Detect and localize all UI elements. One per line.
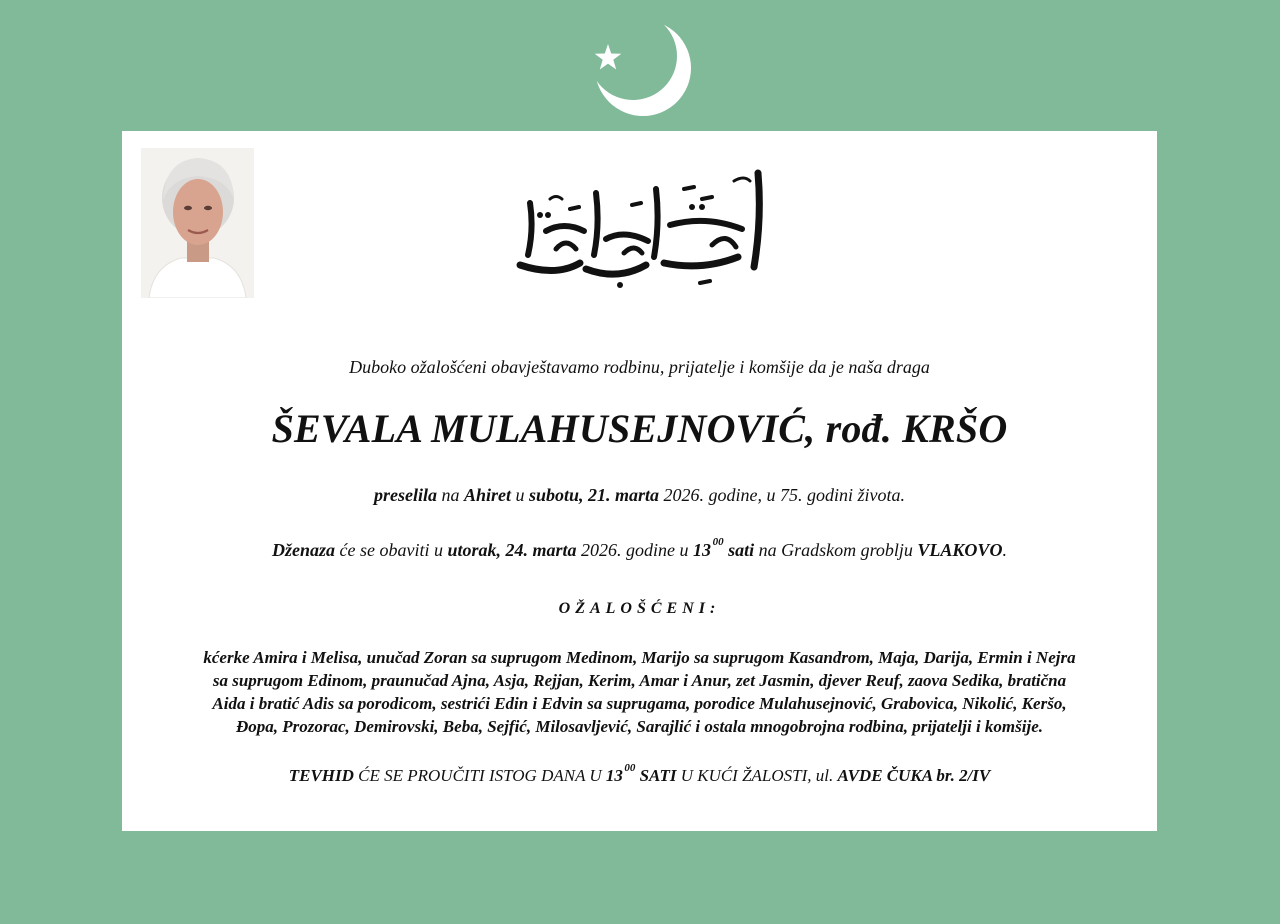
mourners-line: kćerke Amira i Melisa, unučad Zoran sa suprugom Medinom, Marijo sa suprugom Kasandrom, Maja, Darija, Ermin i Nejra [203,648,1076,667]
mourners-heading: OŽALOŠĆENI: [558,600,721,617]
portrait-photo [141,148,254,298]
passing-text: na [436,485,464,505]
funeral-label: Dženaza [272,540,336,560]
passing-info [122,485,1157,506]
funeral-minutes: 00 [712,536,724,548]
tevhid-info [122,762,1157,786]
tevhid-text: ĆE SE PROUČITI ISTOG DANA U [353,766,606,785]
passing-text: 2026. godine, u 75. godini života. [659,485,906,505]
funeral-text: . [1002,540,1007,560]
crescent-star-icon [588,16,694,120]
passed-place: Ahiret [463,485,511,505]
funeral-hour: 13 [693,540,712,560]
funeral-info [122,536,1157,561]
mourners-list [122,646,1157,738]
passed-verb: preselila [373,485,437,505]
tevhid-text: U KUĆI ŽALOSTI, ul. [676,766,838,785]
mourners-line: Aida i bratić Adis sa porodicom, sestrići Edin i Edvin sa suprugama, porodice Mulahusejnović, Grabovica, Nikolić, Keršo, [212,694,1067,713]
funeral-text: 2026. godine u [576,540,694,560]
funeral-sati: sati [728,540,755,560]
tevhid-hour: 13 [605,766,623,785]
passing-text: u [510,485,529,505]
tevhid-address: AVDE ČUKA br. 2/IV [837,766,991,785]
intro-text: Duboko ožalošćeni obavještavamo rodbinu, prijatelje i komšije da je naša draga [349,357,930,377]
funeral-text: na Gradskom groblju [754,540,918,560]
tevhid-label: TEVHID [288,766,354,785]
deceased-name: ŠEVALA MULAHUSEJNOVIĆ, rođ. KRŠO [271,406,1008,451]
arabic-calligraphy-icon [506,159,774,291]
funeral-text: će se obaviti u [335,540,448,560]
funeral-date: utorak, 24. marta [447,540,577,560]
passed-date: subotu, 21. marta [528,485,660,505]
obituary-card [122,131,1157,831]
tevhid-minutes: 00 [624,762,636,774]
mourners-line: Đopa, Prozorac, Demirovski, Beba, Sejfić, Milosavljević, Sarajlić i ostala mnogobrojna rodbina, prijatelji i komšije. [235,717,1044,736]
funeral-place: VLAKOVO [917,540,1003,560]
tevhid-sati: SATI [639,766,677,785]
mourners-line: sa suprugom Edinom, praunučad Ajna, Asja, Rejjan, Kerim, Amar i Anur, zet Jasmin, djever Reuf, zaova Sedika, bratična [212,671,1067,690]
